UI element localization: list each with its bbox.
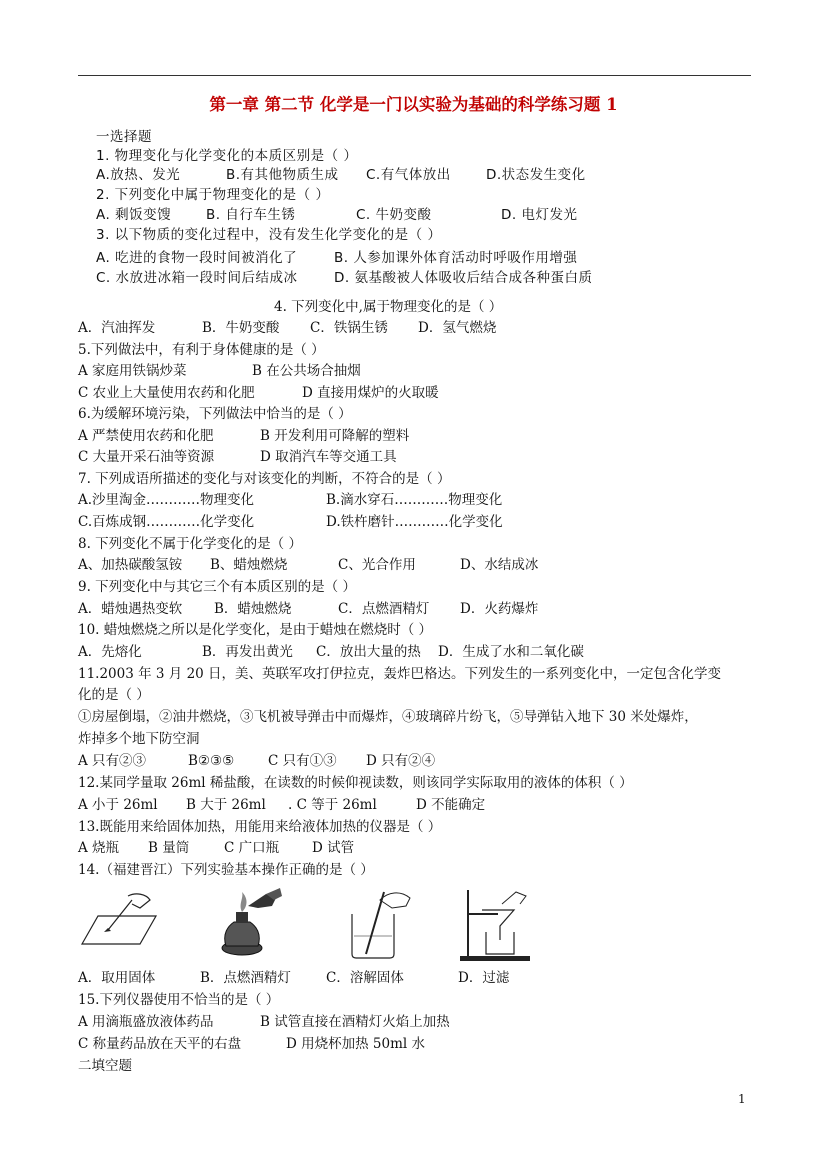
option: B②③⑤	[188, 753, 235, 769]
q1-options	[96, 167, 586, 184]
q13-options	[78, 840, 354, 857]
figure-take-solid	[80, 886, 160, 956]
option: B．牛奶变酸	[202, 320, 280, 336]
option: B 在公共场合抽烟	[252, 363, 361, 379]
question-14: 14.（福建晋江）下列实验基本操作正确的是（ ）	[78, 862, 374, 878]
option: D. 氨基酸被人体吸收后结合成各种蛋白质	[334, 270, 593, 286]
option: B. 人参加课外体育活动时呼吸作用增强	[334, 250, 578, 266]
option: A 只有②③	[78, 753, 147, 769]
option: B 大于 26ml	[186, 797, 266, 813]
option: B 开发利用可降解的塑料	[260, 428, 410, 444]
option: B．再发出黄光	[202, 644, 293, 660]
figure-light-alcohol-lamp	[214, 886, 284, 958]
section-heading: 一选择题	[96, 129, 152, 145]
question-11: 11.2003 年 3 月 20 日，美、英联军攻打伊拉克，轰炸巴格达。下列发生的一系列变化中，一定包含化学变	[78, 666, 722, 682]
option: D 试管	[312, 840, 355, 856]
option: A、加热碳酸氢铵	[78, 557, 183, 573]
option: D 取消汽车等交通工具	[260, 449, 397, 465]
question-7: 7. 下列成语所描述的变化与对该变化的判断，不符合的是（ ）	[78, 471, 451, 487]
option: B．点燃酒精灯	[200, 970, 291, 986]
option: . C 等于 26ml	[288, 797, 377, 813]
question-3: 3. 以下物质的变化过程中，没有发生化学变化的是（ ）	[96, 227, 442, 243]
question-10: 10. 蜡烛燃烧之所以是化学变化，是由于蜡烛在燃烧时（ ）	[78, 622, 433, 638]
option: C 广口瓶	[224, 840, 280, 856]
q4-options	[78, 320, 496, 337]
option: D 直接用煤炉的火取暖	[302, 385, 439, 401]
option: C．铁锅生锈	[310, 320, 388, 336]
q8-options	[78, 557, 538, 574]
question-6: 6.为缓解环境污染，下列做法中恰当的是（ ）	[78, 406, 352, 422]
option: D．氢气燃烧	[418, 320, 497, 336]
option: A．取用固体	[78, 970, 156, 986]
header-rule	[78, 75, 751, 76]
option: A 严禁使用农药和化肥	[78, 428, 214, 444]
option: A. 剩饭变馊	[96, 207, 172, 223]
page-number: 1	[738, 1092, 746, 1106]
figure-filtration	[456, 886, 546, 964]
option: A.放热、发光	[96, 167, 181, 183]
option: B、蜡烛燃烧	[210, 557, 288, 573]
option: D．过滤	[458, 970, 510, 986]
option: B.滴水穿石…………物理变化	[326, 492, 503, 508]
q11-detail: ①房屋倒塌，②油井燃烧，③飞机被导弹击中而爆炸，④玻璃碎片纷飞，⑤导弹钻入地下 30 米处爆炸，	[78, 709, 698, 725]
option: D 用烧杯加热 50ml 水	[286, 1036, 425, 1052]
q9-options	[78, 601, 538, 618]
question-13: 13.既能用来给固体加热，用能用来给液体加热的仪器是（ ）	[78, 819, 442, 835]
option: A. 吃进的食物一段时间被消化了	[96, 250, 298, 266]
option: A 家庭用铁锅炒菜	[78, 363, 187, 379]
q6-options-row2	[78, 449, 397, 466]
section-heading-2: 二填空题	[78, 1058, 132, 1074]
question-2: 2. 下列变化中属于物理变化的是（ ）	[96, 187, 330, 203]
q2-options	[96, 207, 577, 224]
option: B 量筒	[148, 840, 190, 856]
option: C.百炼成钢…………化学变化	[78, 514, 255, 530]
option: C 只有①③	[268, 753, 337, 769]
option: A 烧瓶	[78, 840, 120, 856]
option: C 称量药品放在天平的右盘	[78, 1036, 242, 1052]
q15-options-row1	[78, 1014, 450, 1031]
q5-options-row1	[78, 363, 361, 380]
option: C.有气体放出	[366, 167, 451, 183]
q6-options-row1	[78, 428, 409, 445]
q10-options	[78, 644, 584, 661]
q11-options	[78, 753, 435, 770]
page-title: 第一章 第二节 化学是一门以实验为基础的科学练习题 1	[209, 95, 618, 114]
option: C、光合作用	[338, 557, 416, 573]
question-8: 8. 下列变化不属于化学变化的是（ ）	[78, 536, 302, 552]
q7-options-row1	[78, 492, 502, 509]
option: D 只有②④	[366, 753, 436, 769]
option: A.沙里淘金…………物理变化	[78, 492, 255, 508]
option: C 大量开采石油等资源	[78, 449, 215, 465]
option: D．火药爆炸	[460, 601, 539, 617]
q14-options	[78, 970, 509, 987]
option: A 用滴瓶盛放液体药品	[78, 1014, 214, 1030]
question-12: 12.某同学量取 26ml 稀盐酸，在读数的时候仰视读数，则该同学实际取用的液体的体积（ ）	[78, 775, 633, 791]
option: D．生成了水和二氧化碳	[438, 644, 584, 660]
option: B．蜡烛燃烧	[214, 601, 292, 617]
question-5: 5.下列做法中，有利于身体健康的是（ ）	[78, 342, 325, 358]
option: C. 牛奶变酸	[356, 207, 432, 223]
option: A 小于 26ml	[78, 797, 158, 813]
option: B.有其他物质生成	[226, 167, 339, 183]
option: C．点燃酒精灯	[338, 601, 430, 617]
option: D、水结成冰	[460, 557, 539, 573]
question-15: 15.下列仪器使用不恰当的是（ ）	[78, 992, 280, 1008]
option: A．先熔化	[78, 644, 142, 660]
question-1: 1. 物理变化与化学变化的本质区别是（ ）	[96, 148, 358, 164]
question-9: 9. 下列变化中与其它三个有本质区别的是（ ）	[78, 579, 356, 595]
option: A．汽油挥发	[78, 320, 156, 336]
option: C 农业上大量使用农药和化肥	[78, 385, 255, 401]
q3-options-row1	[96, 250, 577, 267]
figure-dissolve-solid	[344, 886, 424, 960]
option: C．放出大量的热	[316, 644, 421, 660]
q7-options-row2	[78, 514, 503, 531]
question-4: 4. 下列变化中,属于物理变化的是（ ）	[274, 299, 503, 315]
option: D.状态发生变化	[486, 167, 586, 183]
option: D. 电灯发光	[501, 207, 578, 223]
option: D 不能确定	[416, 797, 486, 813]
q11-detail-cont: 炸掉多个地下防空洞	[78, 731, 200, 747]
option: B 试管直接在酒精灯火焰上加热	[260, 1014, 450, 1030]
q12-options	[78, 797, 485, 814]
q3-options-row2	[96, 270, 592, 287]
q15-options-row2	[78, 1036, 425, 1053]
q5-options-row2	[78, 385, 439, 402]
option: B. 自行车生锈	[206, 207, 296, 223]
option: C．溶解固体	[326, 970, 404, 986]
question-11-cont: 化的是（ ）	[78, 687, 150, 703]
option: D.铁杵磨针…………化学变化	[326, 514, 503, 530]
option: A．蜡烛遇热变软	[78, 601, 183, 617]
option: C. 水放进冰箱一段时间后结成冰	[96, 270, 298, 286]
